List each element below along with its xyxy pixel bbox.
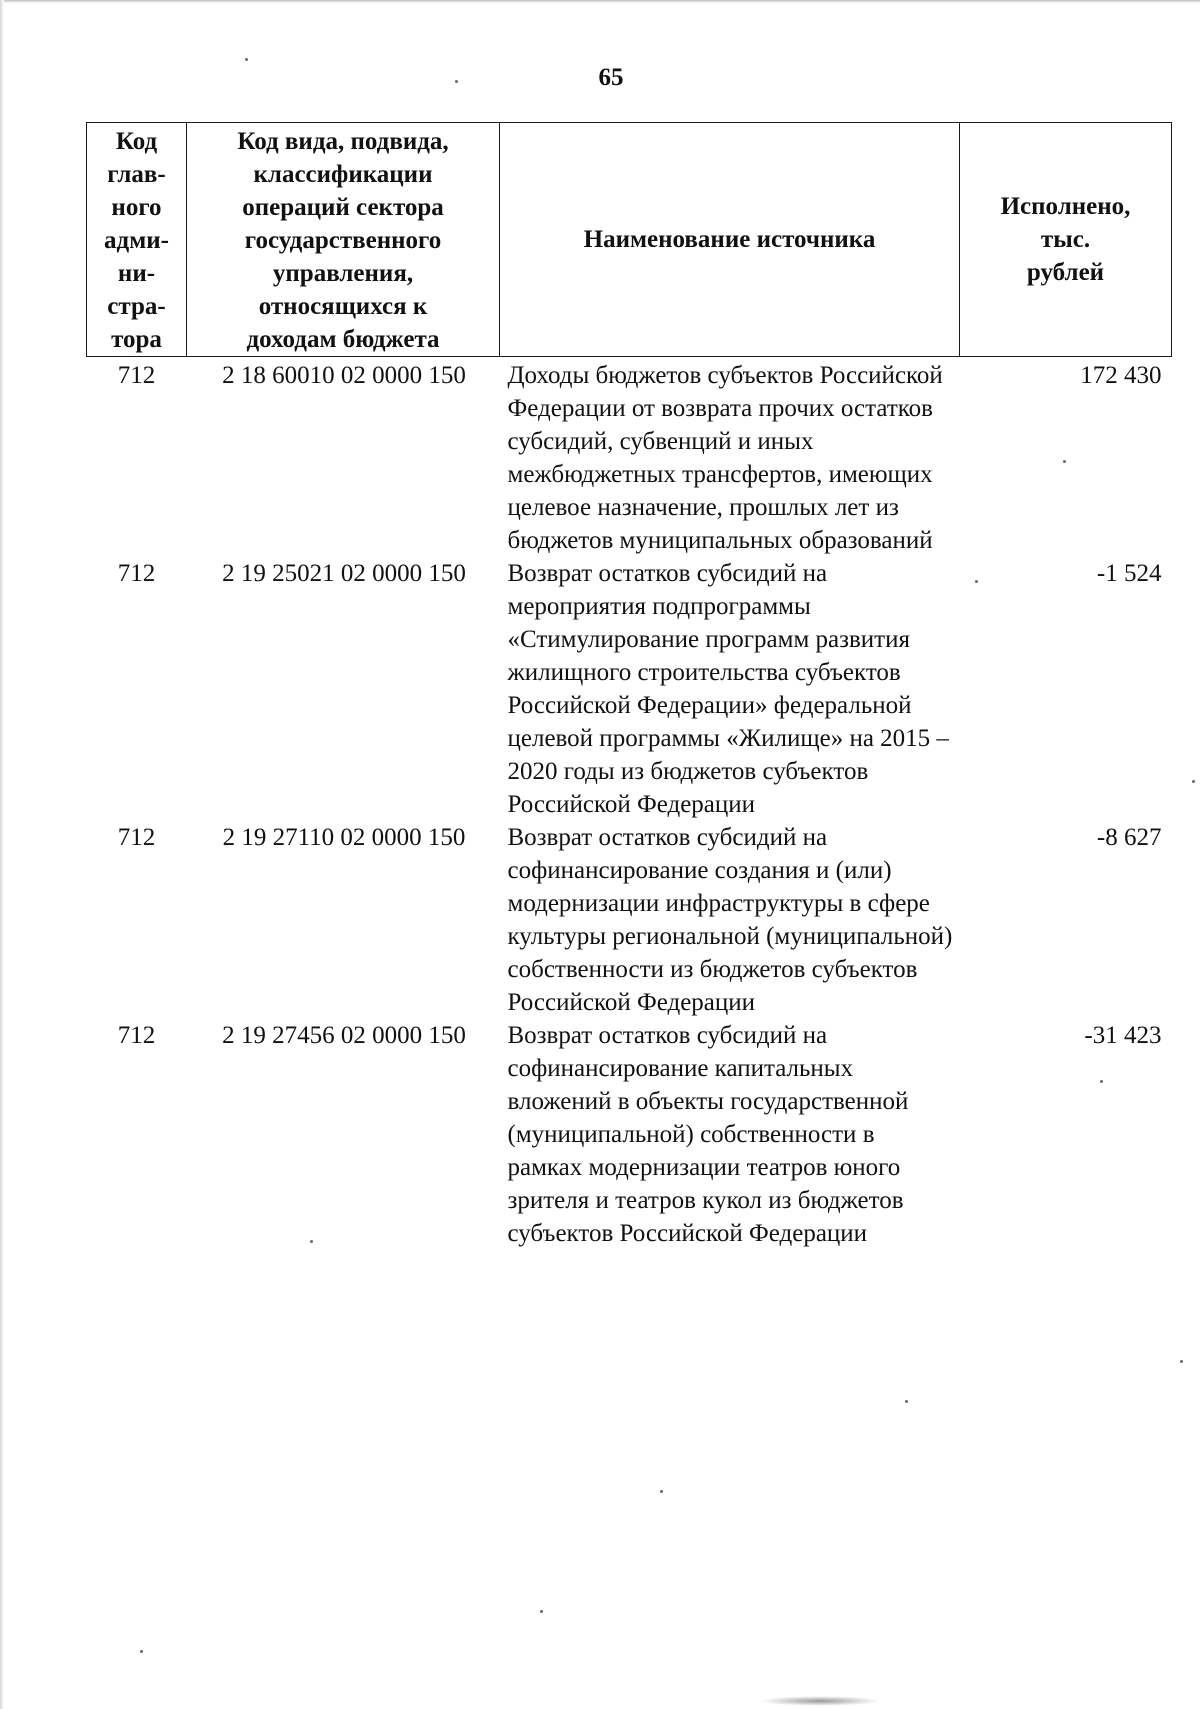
scan-speck: [310, 1240, 313, 1243]
table-row: [87, 557, 1172, 821]
scan-speck: [455, 80, 458, 83]
table-header-row: [87, 123, 1172, 357]
scan-speck: [1100, 1080, 1103, 1083]
scan-speck: [975, 580, 978, 583]
scan-speck: [140, 1650, 143, 1653]
scan-speck: [660, 1490, 663, 1493]
source-name-cell: Возврат остатков субсидий на софинансирование создания и (или) модернизации инфраструктуры в сфере культуры региональной (муниципальной) собственности из бюджетов субъектов Российской Федерации: [507, 824, 953, 1016]
source-name-cell: Возврат остатков субсидий на мероприятия подпрограммы «Стимулирование программ развития жилищного строительства субъектов Российской Федерации» федеральной целевой программы «Жилище» на 2015 – 2020 годы из бюджетов субъектов Российской Федерации: [507, 560, 949, 818]
admin-code-cell: 712: [117, 560, 156, 587]
revenue-code-cell: 2 19 25021 02 0000 150: [222, 560, 466, 587]
executed-amount-cell: -8 627: [1096, 824, 1162, 851]
table-row: [87, 821, 1172, 1019]
scan-smudge: [760, 1696, 880, 1706]
table-row: [87, 1019, 1172, 1250]
table-row: [87, 357, 1172, 558]
scan-speck: [1180, 1360, 1183, 1363]
header-admin-code: Код глав- ного адми- ни- стра- тора: [87, 123, 187, 357]
admin-code-cell: 712: [117, 824, 156, 851]
header-executed: Исполнено, тыс. рублей: [960, 123, 1172, 357]
scan-speck: [1192, 780, 1195, 783]
scan-speck: [540, 1610, 543, 1613]
scan-speck: [245, 58, 248, 61]
revenue-code-cell: 2 19 27456 02 0000 150: [222, 1022, 466, 1049]
executed-amount-cell: -31 423: [1084, 1022, 1162, 1049]
admin-code-cell: 712: [117, 1022, 156, 1049]
revenue-code-cell: 2 19 27110 02 0000 150: [222, 824, 466, 851]
admin-code-cell: 712: [117, 362, 156, 389]
scan-speck: [905, 1400, 908, 1403]
header-revenue-code: Код вида, подвида, классификации операций сектора государственного управления, относящихся к доходам бюджета: [187, 123, 500, 357]
source-name-cell: Доходы бюджетов субъектов Российской Федерации от возврата прочих остатков субсидий, субвенций и иных межбюджетных трансфертов, имеющих целевое назначение, прошлых лет из бюджетов муниципальных образований: [507, 362, 943, 554]
source-name-cell: Возврат остатков субсидий на софинансирование капитальных вложений в объекты государственной (муниципальной) собственности в рамках модернизации театров юного зрителя и театров кукол из бюджетов субъектов Российской Федерации: [507, 1022, 909, 1247]
executed-amount-cell: -1 524: [1096, 560, 1162, 587]
header-source-name: Наименование источника: [500, 123, 960, 357]
scan-edge-top: [0, 0, 1200, 3]
page-number: 65: [598, 64, 624, 91]
scan-speck: [1063, 460, 1066, 463]
revenue-sources-table: [86, 122, 1172, 1250]
revenue-code-cell: 2 18 60010 02 0000 150: [222, 362, 466, 389]
executed-amount-cell: 172 430: [1080, 362, 1162, 389]
scan-edge-left: [0, 0, 4, 1709]
